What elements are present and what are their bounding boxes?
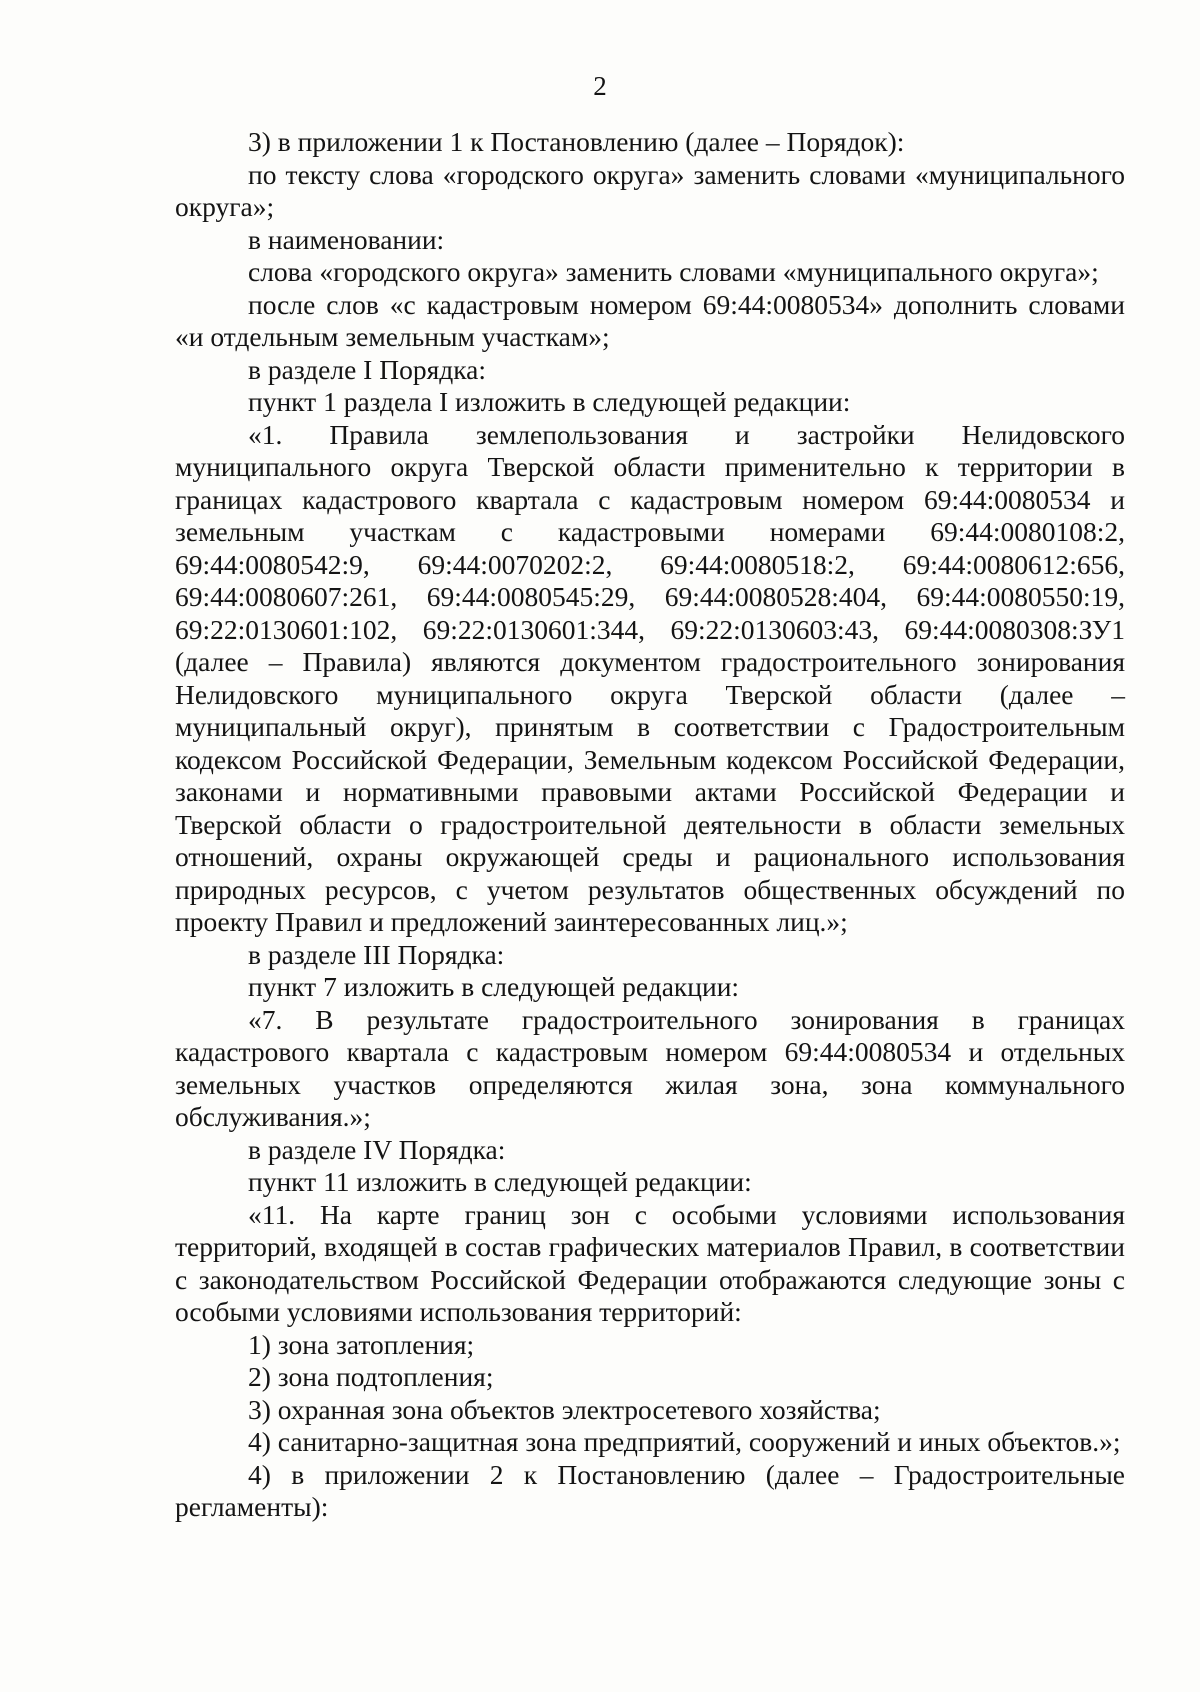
list-item: 4) санитарно-защитная зона предприятий, сооружений и иных объектов.»; [248,1426,1121,1457]
paragraph: «1. Правила землепользования и застройки Нелидовского муниципального округа Тверской области применительно к территории в границах кадастрового квартала с кадастровым номером 69:44:0080534 и земельным участкам с кадастровыми номерами 69:44:0080108:2, 69:44:0080542:9, 69:44:0070202:2, 69:44:0080518:2, 69:44:0080612:656, 69:44:0080607:261, 69:44:0080545:29, 69:44:0080528:404, 69:44:0080550:19, 69:22:0130601:102, 69:22:0130601:344, 69:22:0130603:43, 69:44:0080308:ЗУ1 (далее – Правила) являются документом градостроительного зонирования Нелидовского муниципального округа Тверской области (далее – муниципальный округ), принятым в соответствии с Градостроительным кодексом Российской Федерации, Земельным кодексом Российской Федерации, законами и нормативными правовыми актами Российской Федерации и Тверской области о градостроительной деятельности в области земельных отношений, охраны окружающей среды и рационального использования природных ресурсов, с учетом результатов общественных обсуждений по проекту Правил и предложений заинтересованных лиц.»; [175,418,1125,937]
paragraph: в наименовании: [248,223,445,255]
document-body [175,126,1125,1524]
paragraph: 3) в приложении 1 к Постановлению (далее – Порядок): [248,126,905,157]
page-number: 2 [593,71,607,101]
paragraph: по тексту слова «городского округа» заменить словами «муниципального округа»; [175,158,1125,222]
paragraph: в разделе IV Порядка: [248,1133,506,1165]
paragraph: в разделе I Порядка: [248,353,487,385]
list-item: 4) в приложении 2 к Постановлению (далее – Градостроительные регламенты): [175,1458,1125,1522]
paragraph: в разделе III Порядка: [248,938,505,970]
paragraph: пункт 7 изложить в следующей редакции: [248,971,740,1002]
paragraph: после слов «с кадастровым номером 69:44:0080534» дополнить словами «и отдельным земельным участкам»; [175,288,1125,352]
paragraph: «7. В результате градостроительного зонирования в границах кадастрового квартала с кадастровым номером 69:44:0080534 и отдельных земельных участков определяются жилая зона, зона коммунального обслуживания.»; [175,1003,1125,1132]
paragraph: 1) зона затопления; [248,1328,475,1360]
paragraph: слова «городского округа» заменить словами «муниципального округа»; [248,256,1099,287]
list-item: 3) охранная зона объектов электросетевого хозяйства; [248,1393,881,1425]
paragraph: пункт 1 раздела I изложить в следующей редакции: [248,386,851,417]
paragraph: «11. На карте границ зон с особыми условиями использования территорий, входящей в состав графических материалов Правил, в соответствии с законодательством Российской Федерации отображаются следующие зоны с особыми условиями использования территорий: [175,1198,1125,1327]
paragraph: пункт 11 изложить в следующей редакции: [248,1166,752,1197]
list-item: 2) зона подтопления; [248,1361,494,1392]
